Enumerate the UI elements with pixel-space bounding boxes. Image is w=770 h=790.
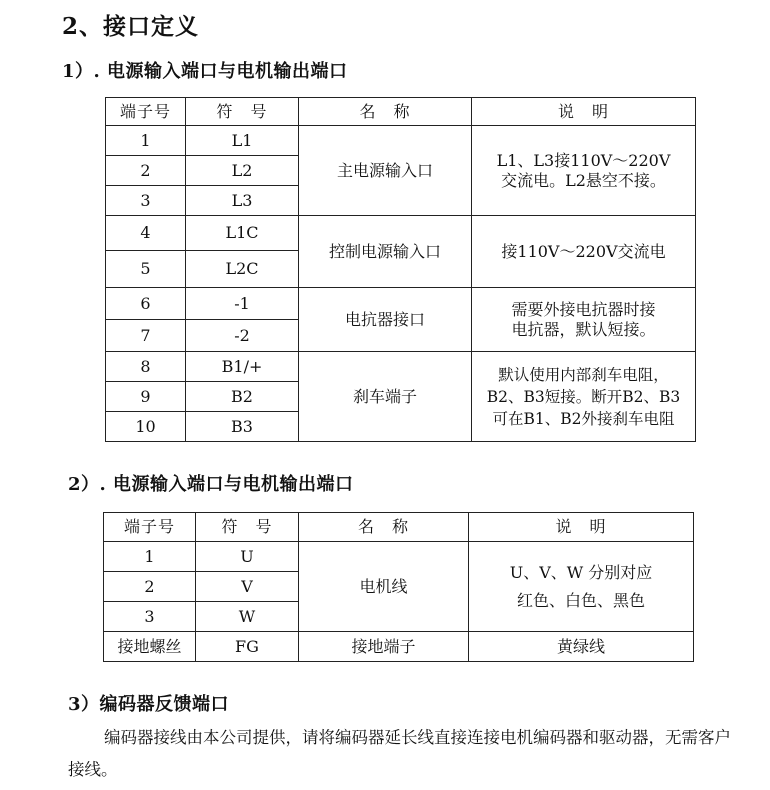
header-description: 说 明 bbox=[469, 513, 694, 542]
header-name: 名 称 bbox=[299, 513, 469, 542]
table-header-row bbox=[106, 98, 696, 126]
table-row bbox=[104, 632, 694, 662]
terminal-description bbox=[472, 288, 696, 352]
terminal-no: 1 bbox=[106, 126, 186, 156]
terminal-no: 7 bbox=[106, 320, 186, 352]
terminal-no: 6 bbox=[106, 288, 186, 320]
terminal-symbol: -1 bbox=[186, 288, 299, 320]
description-line: 可在B1、B2外接刹车电阻 bbox=[492, 409, 675, 428]
description-line: B2、B3短接。断开B2、B3 bbox=[486, 387, 681, 406]
terminal-symbol: B3 bbox=[186, 412, 299, 442]
description-line: U、V、W 分别对应 bbox=[509, 563, 653, 583]
terminal-description bbox=[472, 126, 696, 216]
description-line: 默认使用内部刹车电阻， bbox=[498, 365, 669, 384]
table-row bbox=[106, 126, 696, 156]
terminal-symbol: -2 bbox=[186, 320, 299, 352]
header-symbol: 符 号 bbox=[186, 98, 299, 126]
subsection-title-motor-output: 2）. 电源输入端口与电机输出端口 bbox=[68, 474, 354, 495]
terminal-name: 控制电源输入口 bbox=[299, 216, 472, 288]
terminal-name: 接地端子 bbox=[299, 632, 469, 662]
terminal-no: 4 bbox=[106, 216, 186, 251]
terminal-symbol: U bbox=[196, 542, 299, 572]
terminal-name: 电机线 bbox=[299, 542, 469, 632]
terminal-symbol: B2 bbox=[186, 382, 299, 412]
header-name: 名 称 bbox=[299, 98, 472, 126]
terminal-description: 黄绿线 bbox=[469, 632, 694, 662]
terminal-no: 接地螺丝 bbox=[104, 632, 196, 662]
header-symbol: 符 号 bbox=[196, 513, 299, 542]
terminal-symbol: L3 bbox=[186, 186, 299, 216]
power-terminal-table bbox=[105, 97, 696, 442]
terminal-symbol: L1 bbox=[186, 126, 299, 156]
terminal-description bbox=[469, 542, 694, 632]
terminal-no: 5 bbox=[106, 251, 186, 288]
terminal-no: 9 bbox=[106, 382, 186, 412]
terminal-name: 主电源输入口 bbox=[299, 126, 472, 216]
terminal-symbol: FG bbox=[196, 632, 299, 662]
terminal-symbol: L2C bbox=[186, 251, 299, 288]
terminal-symbol: V bbox=[196, 572, 299, 602]
terminal-no: 8 bbox=[106, 352, 186, 382]
header-description: 说 明 bbox=[472, 98, 696, 126]
description-line: 红色、白色、黑色 bbox=[516, 590, 645, 610]
subsection-title-encoder: 3）编码器反馈端口 bbox=[68, 694, 230, 715]
table-row bbox=[106, 288, 696, 320]
table-row bbox=[106, 352, 696, 382]
description-line: 接110V～220V交流电 bbox=[501, 241, 666, 261]
table-row bbox=[106, 216, 696, 251]
description-line: 交流电。L2悬空不接。 bbox=[501, 170, 666, 190]
header-terminal-no: 端子号 bbox=[106, 98, 186, 126]
terminal-symbol: W bbox=[196, 602, 299, 632]
terminal-description bbox=[472, 352, 696, 442]
subsection-title-power-io: 1）. 电源输入端口与电机输出端口 bbox=[62, 61, 348, 82]
terminal-no: 10 bbox=[106, 412, 186, 442]
description-line: L1、L3接110V～220V bbox=[496, 150, 671, 170]
encoder-paragraph: 编码器接线由本公司提供，请将编码器延长线直接连接电机编码器和驱动器，无需客户接线。 bbox=[68, 728, 731, 779]
description-line: 需要外接电抗器时接 bbox=[511, 299, 656, 319]
terminal-no: 3 bbox=[106, 186, 186, 216]
terminal-symbol: B1/+ bbox=[186, 352, 299, 382]
terminal-symbol: L2 bbox=[186, 156, 299, 186]
description-line: 电抗器，默认短接。 bbox=[511, 319, 656, 339]
header-terminal-no: 端子号 bbox=[104, 513, 196, 542]
terminal-no: 1 bbox=[104, 542, 196, 572]
terminal-no: 2 bbox=[106, 156, 186, 186]
terminal-name: 刹车端子 bbox=[299, 352, 472, 442]
terminal-symbol: L1C bbox=[186, 216, 299, 251]
motor-terminal-table bbox=[103, 512, 694, 662]
table-row bbox=[104, 542, 694, 572]
table-header-row bbox=[104, 513, 694, 542]
terminal-no: 2 bbox=[104, 572, 196, 602]
terminal-name: 电抗器接口 bbox=[299, 288, 472, 352]
section-title: 2、接口定义 bbox=[62, 13, 200, 40]
terminal-description bbox=[472, 216, 696, 288]
terminal-no: 3 bbox=[104, 602, 196, 632]
